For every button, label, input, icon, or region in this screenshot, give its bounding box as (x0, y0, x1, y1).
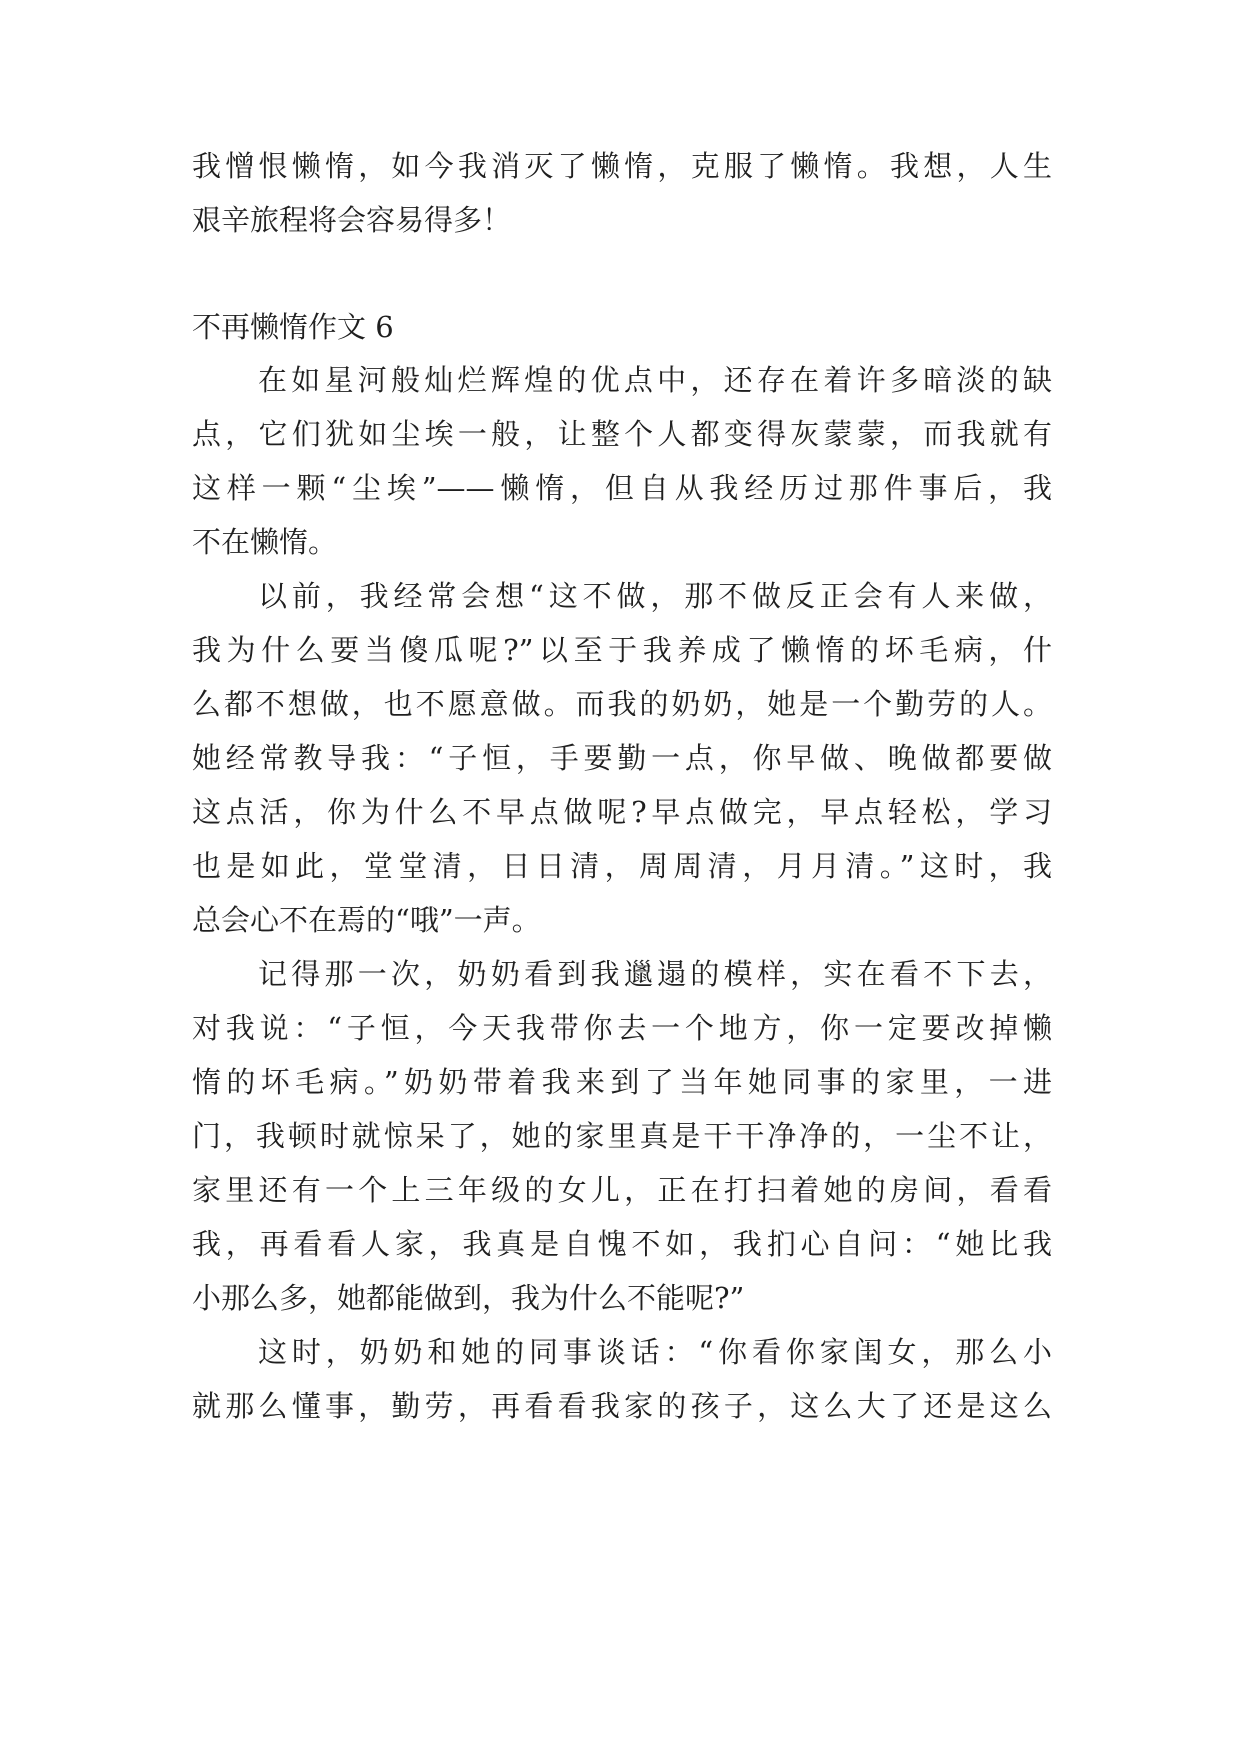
paragraph-4-line-2: 就那么懂事，勤劳，再看看我家的孩子，这么大了还是这么 (192, 1389, 1052, 1423)
paragraph-2-line-7: 总会心不在焉的“哦”一声。 (192, 903, 541, 937)
paragraph-3-line-6: 我，再看看人家，我真是自愧不如，我扪心自问：“她比我 (192, 1227, 1052, 1261)
paragraph-1-line-1: 在如星河般灿烂辉煌的优点中，还存在着许多暗淡的缺 (258, 363, 1052, 397)
paragraph-3-line-4: 门，我顿时就惊呆了，她的家里真是干干净净的，一尘不让， (192, 1119, 1052, 1153)
paragraph-3-line-2: 对我说：“子恒，今天我带你去一个地方，你一定要改掉懒 (192, 1011, 1052, 1045)
paragraph-3-line-5: 家里还有一个上三年级的女儿，正在打扫着她的房间，看看 (192, 1173, 1052, 1207)
paragraph-2-line-5: 这点活，你为什么不早点做呢?早点做完，早点轻松，学习 (192, 795, 1052, 829)
paragraph-3-line-1: 记得那一次，奶奶看到我邋遢的模样，实在看不下去， (258, 957, 1052, 991)
paragraph-2-line-1: 以前，我经常会想“这不做，那不做反正会有人来做， (258, 579, 1052, 613)
paragraph-3-line-7: 小那么多，她都能做到，我为什么不能呢?” (192, 1281, 745, 1315)
paragraph-2-line-6: 也是如此，堂堂清，日日清，周周清，月月清。”这时，我 (192, 849, 1052, 883)
paragraph-1-line-2: 点，它们犹如尘埃一般，让整个人都变得灰蒙蒙，而我就有 (192, 417, 1052, 451)
intro-line-2: 艰辛旅程将会容易得多！ (192, 203, 512, 237)
section-title: 不再懒惰作文 6 (192, 310, 394, 344)
paragraph-2-line-2: 我为什么要当傻瓜呢?”以至于我养成了懒惰的坏毛病，什 (192, 633, 1052, 667)
paragraph-2-line-4: 她经常教导我：“子恒，手要勤一点，你早做、晚做都要做 (192, 741, 1052, 775)
paragraph-4-line-1: 这时，奶奶和她的同事谈话：“你看你家闺女，那么小 (258, 1335, 1052, 1369)
paragraph-3-line-3: 惰的坏毛病。”奶奶带着我来到了当年她同事的家里，一进 (192, 1065, 1052, 1099)
paragraph-2-line-3: 么都不想做，也不愿意做。而我的奶奶，她是一个勤劳的人。 (192, 687, 1052, 721)
intro-line-1: 我憎恨懒惰，如今我消灭了懒惰，克服了懒惰。我想，人生 (192, 149, 1052, 183)
paragraph-1-line-4: 不在懒惰。 (192, 525, 338, 559)
paragraph-1-line-3: 这样一颗“尘埃”——懒惰，但自从我经历过那件事后，我 (192, 471, 1052, 505)
